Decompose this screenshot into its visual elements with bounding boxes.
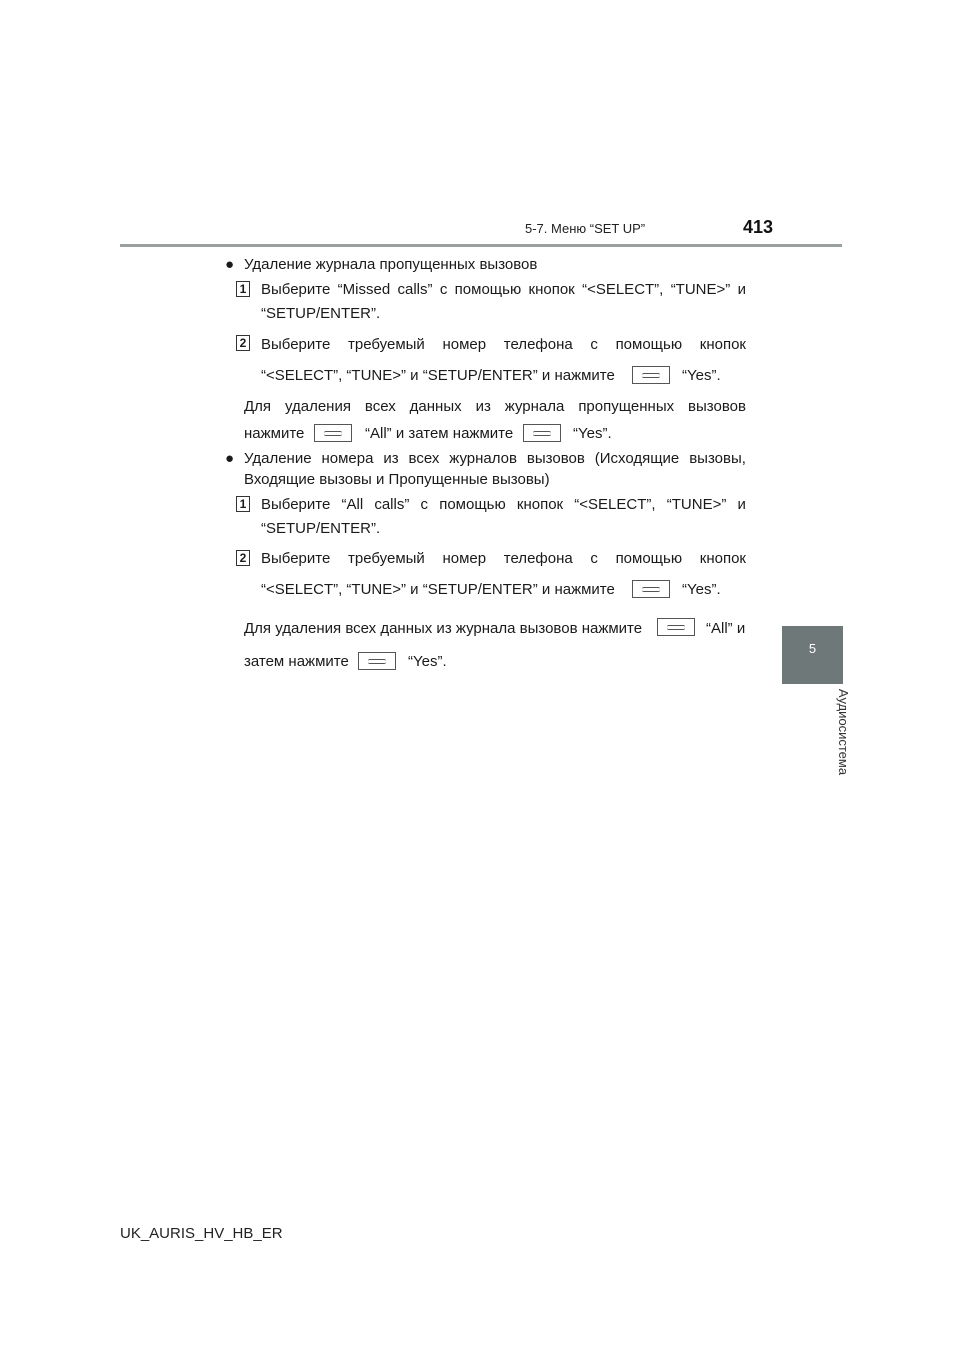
word: журналов xyxy=(449,450,517,467)
phone-button-icon xyxy=(632,366,670,384)
word: вызовов xyxy=(688,398,746,415)
section2-note-yes: “Yes”. xyxy=(408,653,447,670)
word: данных xyxy=(409,398,462,415)
word: пропущенных xyxy=(578,398,675,415)
word: и xyxy=(737,281,746,298)
section1-step1-line2: “SETUP/ENTER”. xyxy=(261,305,381,322)
word: кнопок xyxy=(516,496,564,513)
word: “TUNE>” xyxy=(666,496,727,513)
word: “All xyxy=(341,496,364,513)
word: требуемый xyxy=(348,336,425,353)
word: помощью xyxy=(439,496,506,513)
word: всех xyxy=(364,398,396,415)
section1-step2-line1 xyxy=(261,336,746,354)
word: телефона xyxy=(503,550,573,567)
word: кнопок xyxy=(699,550,746,567)
word: номера xyxy=(321,450,374,467)
section1-step2-line2: “<SELECT”, “TUNE>” и “SETUP/ENTER” и нажмите xyxy=(261,367,615,384)
footer-code: UK_AURIS_HV_HB_ER xyxy=(120,1225,283,1242)
section2-title-line2: Входящие вызовы и Пропущенные вызовы) xyxy=(244,471,550,488)
word: calls” xyxy=(397,281,433,298)
phone-button-icon xyxy=(632,580,670,598)
word: из xyxy=(383,450,399,467)
page-number: 413 xyxy=(743,217,774,237)
step-badge: 2 xyxy=(236,550,250,566)
word: с xyxy=(420,496,429,513)
word: вызовы, xyxy=(689,450,746,467)
step-badge: 2 xyxy=(236,335,250,351)
step-badge: 1 xyxy=(236,496,250,512)
step-badge: 1 xyxy=(236,281,250,297)
section2-note-line1: Для удаления всех данных из журнала вызовов нажмите xyxy=(244,620,643,637)
phone-button-icon xyxy=(358,652,396,670)
word: помощью xyxy=(454,281,522,298)
word: телефона xyxy=(503,336,573,353)
word: (Исходящие xyxy=(594,450,680,467)
section2-step2-line2: “<SELECT”, “TUNE>” и “SETUP/ENTER” и нажмите xyxy=(261,581,615,598)
section1-step2-yes: “Yes”. xyxy=(682,367,721,384)
word: и xyxy=(737,496,746,513)
word: всех xyxy=(408,450,440,467)
section2-note-line2: затем нажмите xyxy=(244,653,349,670)
word: номер xyxy=(442,336,487,353)
chapter-label: Аудиосистема xyxy=(836,688,851,776)
header-section-title: 5-7. Меню “SET UP” xyxy=(525,221,646,236)
word: кнопок xyxy=(528,281,575,298)
phone-button-icon xyxy=(314,424,352,442)
word: “<SELECT”, xyxy=(582,281,664,298)
word: Удаление xyxy=(244,450,312,467)
section1-title: Удаление журнала пропущенных вызовов xyxy=(244,256,538,273)
section2-step1-line1 xyxy=(261,496,746,514)
word: Для xyxy=(244,398,272,415)
word: кнопок xyxy=(699,336,746,353)
section2-step1-line2: “SETUP/ENTER”. xyxy=(261,520,381,537)
chapter-number: 5 xyxy=(808,641,817,656)
word: calls” xyxy=(374,496,410,513)
section1-note-yes: “Yes”. xyxy=(573,425,612,442)
word: удаления xyxy=(284,398,351,415)
chapter-tab[interactable] xyxy=(782,626,843,684)
word: журнала xyxy=(504,398,565,415)
word: “<SELECT”, xyxy=(574,496,656,513)
section1-step1-line1 xyxy=(261,281,746,299)
section2-step2-line1 xyxy=(261,550,746,568)
word: вызовов xyxy=(526,450,585,467)
word: помощью xyxy=(615,550,683,567)
word: требуемый xyxy=(348,550,425,567)
header-divider xyxy=(120,244,842,247)
word: номер xyxy=(442,550,487,567)
phone-button-icon xyxy=(523,424,561,442)
section2-note-all: “All” и xyxy=(706,620,746,637)
word: с xyxy=(439,281,448,298)
section1-note-prefix: нажмите xyxy=(244,425,305,442)
bullet-icon: ● xyxy=(225,256,235,273)
word: помощью xyxy=(615,336,683,353)
word: “TUNE>” xyxy=(670,281,731,298)
word: из xyxy=(475,398,491,415)
word: с xyxy=(590,336,598,353)
section1-note-middle: “All” и затем нажмите xyxy=(365,425,514,442)
section2-step2-yes: “Yes”. xyxy=(682,581,721,598)
word: “Missed xyxy=(337,281,391,298)
word: Выберите xyxy=(261,281,331,298)
section1-note-line1 xyxy=(244,398,746,416)
word: Выберите xyxy=(261,550,331,567)
word: с xyxy=(590,550,598,567)
phone-button-icon xyxy=(657,618,695,636)
bullet-icon: ● xyxy=(225,450,235,467)
word: Выберите xyxy=(261,336,331,353)
word: Выберите xyxy=(261,496,331,513)
section2-title-line1 xyxy=(244,450,746,468)
